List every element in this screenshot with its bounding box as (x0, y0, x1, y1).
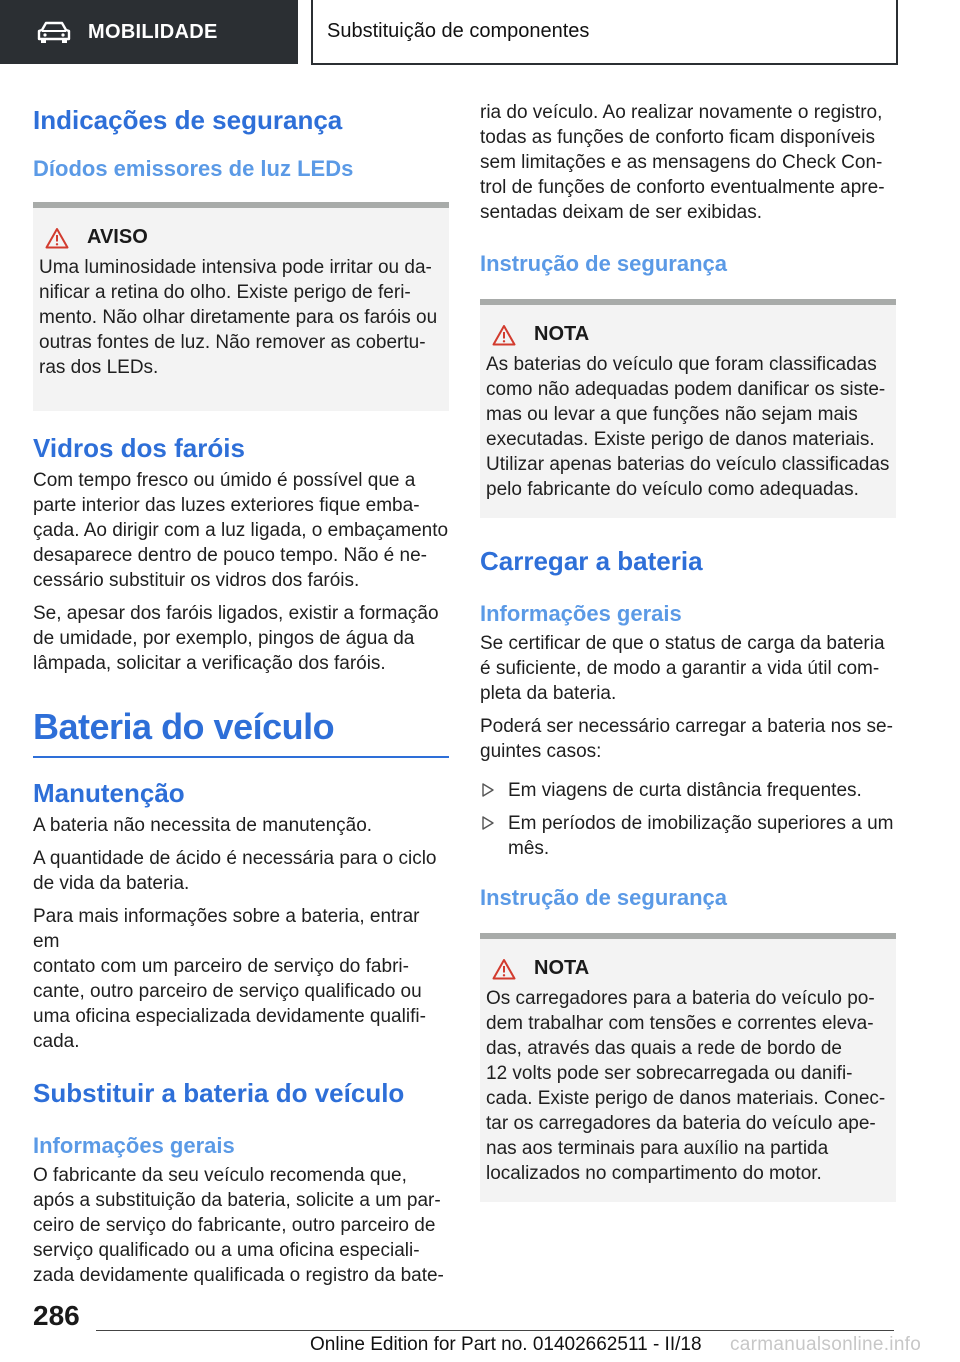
heading-indicacoes-seguranca: Indicações de segurança (33, 105, 343, 135)
paragraph-vidros-2: Se, apesar dos faróis ligados, existir a formação de umidade, por exemplo, pingos de água da lâmpada, solicitar a verificação dos faróis. (33, 603, 439, 674)
note-box-1 (480, 299, 896, 518)
heading-informacoes-gerais: Informações gerais (33, 1133, 235, 1158)
footer-rule (96, 1330, 894, 1331)
warning-box-aviso (33, 202, 449, 411)
note-title (492, 323, 890, 346)
list-item: Em viagens de curta distância frequentes. (480, 778, 896, 803)
bullet-list (480, 778, 896, 861)
warning-triangle-icon (492, 324, 516, 346)
heading-manutencao: Manutenção (33, 778, 185, 808)
note-box-2 (480, 933, 896, 1202)
heading-carregar-bateria: Carregar a bateria (480, 546, 703, 576)
heading-instrucao-seguranca-2: Instrução de segurança (480, 885, 727, 910)
paragraph-carregar-2: Poderá ser necessário carregar a bateria nos se‐ guintes casos: (480, 716, 893, 762)
heading-bateria-veiculo: Bateria do veículo (33, 706, 335, 747)
chapter-tab (311, 0, 898, 65)
heading-rule (33, 756, 449, 758)
triangle-bullet-icon (482, 815, 494, 831)
note-text: As baterias do veículo que foram classificadas como não adequadas podem danificar os siste‐ mas ou levar a que funções não sejam mais executadas. Existe perigo de danos materiais. Utilizar apenas baterias do veículo classificadas pelo fabricante do veículo como adequadas. (486, 354, 890, 500)
heading-vidros-farois: Vidros dos faróis (33, 433, 245, 463)
section-tab (0, 0, 298, 64)
heading-substituir-bateria: Substituir a bateria do veículo (33, 1078, 405, 1108)
warning-title-text: AVISO (87, 226, 148, 248)
section-label: MOBILIDADE (88, 20, 218, 43)
warning-text: Uma luminosidade intensiva pode irritar ou da‐ nificar a retina do olho. Existe perigo de feri‐ mento. Não olhar diretamente para os faróis ou outras fontes de luz. Não remover as cobertu‐ ras dos LEDs. (39, 257, 438, 378)
heading-instrucao-seguranca-1: Instrução de segurança (480, 251, 727, 276)
paragraph-manut-3: Para mais informações sobre a bateria, entrar em contato com um parceiro de serviço do fabri‐ cante, outro parceiro de serviço qualificado ou uma oficina especializada devidamente qualifi‐ cada. (33, 906, 426, 1052)
note-title-text: NOTA (534, 323, 590, 345)
left-column (33, 96, 449, 1296)
heading-leds: Díodos emissores de luz LEDs (33, 156, 354, 181)
paragraph-info: O fabricante da seu veículo recomenda que, após a substituição da bateria, solicite a um par‐ ceiro de serviço do fabricante, outro parceiro de serviço qualificado ou a uma oficina especiali‐ zada devidamente qualificada o registro da bate‐ (33, 1165, 444, 1286)
car-icon (36, 20, 72, 44)
page-number: 286 (33, 1300, 80, 1331)
paragraph-vidros-1: Com tempo fresco ou úmido é possível que a parte interior das luzes exteriores fique emba‐ çada. Ao dirigir com a luz ligada, o embaçamento desaparece dentro de pouco tempo. Não é ne‐ cessário substituir os vidros dos faróis. (33, 470, 449, 591)
watermark: carmanualsonline.info (730, 1334, 922, 1355)
paragraph-manut-2: A quantidade de ácido é necessária para o ciclo de vida da bateria. (33, 848, 437, 894)
triangle-bullet-icon (482, 782, 494, 798)
page-header (0, 0, 960, 66)
paragraph-manut-1: A bateria não necessita de manutenção. (33, 815, 373, 836)
warning-triangle-icon (492, 958, 516, 980)
note-text: Os carregadores para a bateria do veículo po‐ dem trabalhar com tensões e correntes eleva‐ das, através das quais a rede de bordo de 12 volts pode ser sobrecarregada ou danifi‐ cada. Existe perigo de danos materiais. Conec‐ tar os carregadores da bateria do veículo ape‐ nas aos terminais para auxílio na partida localizados no compartimento do motor. (486, 988, 886, 1184)
paragraph-carregar-1: Se certificar de que o status de carga da bateria é suficiente, de modo a garantir a vida útil com‐ pleta da bateria. (480, 633, 885, 704)
footer-edition: Online Edition for Part no. 01402662511 - II/18 (310, 1334, 702, 1355)
warning-title (45, 226, 443, 249)
paragraph-continuation: ria do veículo. Ao realizar novamente o registro, todas as funções de conforto ficam disponíveis sem limitações e as mensagens do Check Con‐ trol de funções de conforto eventualmente apre‐ sentadas deixam de ser exibidas. (480, 102, 885, 223)
list-item: Em períodos de imobilização superiores a um mês. (480, 811, 896, 861)
chapter-label: Substituição de componentes (327, 20, 590, 42)
note-title (492, 957, 890, 980)
right-column (480, 96, 896, 1202)
warning-triangle-icon (45, 227, 69, 249)
note-title-text: NOTA (534, 957, 590, 979)
heading-informacoes-gerais-2: Informações gerais (480, 601, 682, 626)
